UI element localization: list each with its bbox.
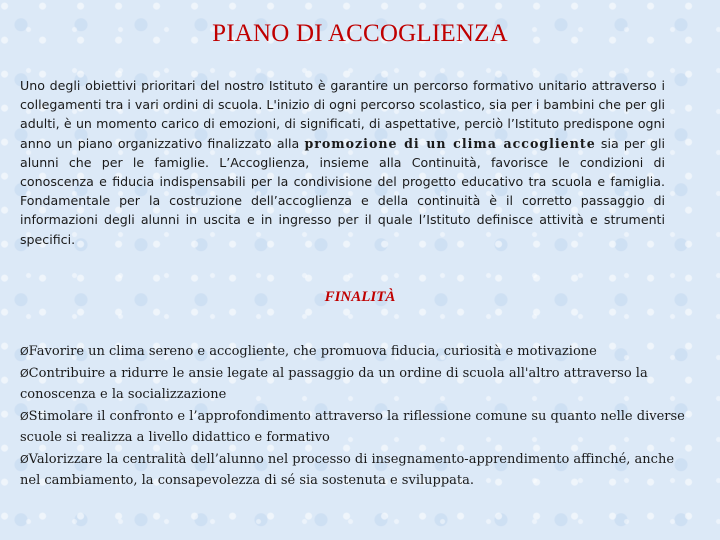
intro-paragraph <box>20 76 665 249</box>
goal-item <box>20 363 695 406</box>
intro-text-start: Uno degli obiettivi prioritari del nostro Istituto è garantire un percorso formativo unitario attraverso i collegamenti tra i vari ordini di scuola. L'inizio di ogni percorso scolastico, sia per i bambini che per gli adulti, è un momento carico di emozioni, di significati, di aspettative, perciò l’Istituto predispone ogni anno un piano organizzativo finalizzato alla <box>20 78 665 151</box>
intro-emphasis: promozione di un clima accogliente <box>304 135 596 151</box>
goal-text: Stimolare il confronto e l’approfondimento attraverso la riflessione comune su quanto nelle diverse scuole si realizza a livello didattico e formativo <box>20 408 685 445</box>
section-heading-finalita: FINALITÀ <box>324 289 396 305</box>
goal-text: Contribuire a ridurre le ansie legate al passaggio da un ordine di scuola all'altro attraverso la conoscenza e la socializzazione <box>20 365 648 402</box>
goal-text: Valorizzare la centralità dell’alunno nel processo di insegnamento-apprendimento affinché, anche nel cambiamento, la consapevolezza di sé sia sostenuta e sviluppata. <box>20 451 675 488</box>
goals-list <box>20 341 695 492</box>
intro-text-end: sia per gli alunni che per le famiglie. L’Accoglienza, insieme alla Continuità, favorisce le condizioni di conoscenza e fiducia indispensabili per la condivisione del progetto educativo tra scuola e famiglia. Fondamentale per la costruzione dell’accoglienza e della continuità è il corretto passaggio di informazioni degli alunni in uscita e in ingresso per il quale l’Istituto definisce attività e strumenti specifici. <box>20 135 666 247</box>
goal-item <box>20 406 695 449</box>
bullet-arrow-icon: Ø <box>20 366 29 380</box>
bullet-arrow-icon: Ø <box>20 345 29 358</box>
bullet-arrow-icon: Ø <box>20 452 29 466</box>
slide-title: PIANO DI ACCOGLIENZA <box>212 20 508 47</box>
bullet-arrow-icon: Ø <box>20 409 29 423</box>
goal-item <box>20 449 695 492</box>
goal-item <box>20 341 695 363</box>
goal-text: Favorire un clima sereno e accogliente, che promuova fiducia, curiosità e motivazione <box>28 344 597 359</box>
